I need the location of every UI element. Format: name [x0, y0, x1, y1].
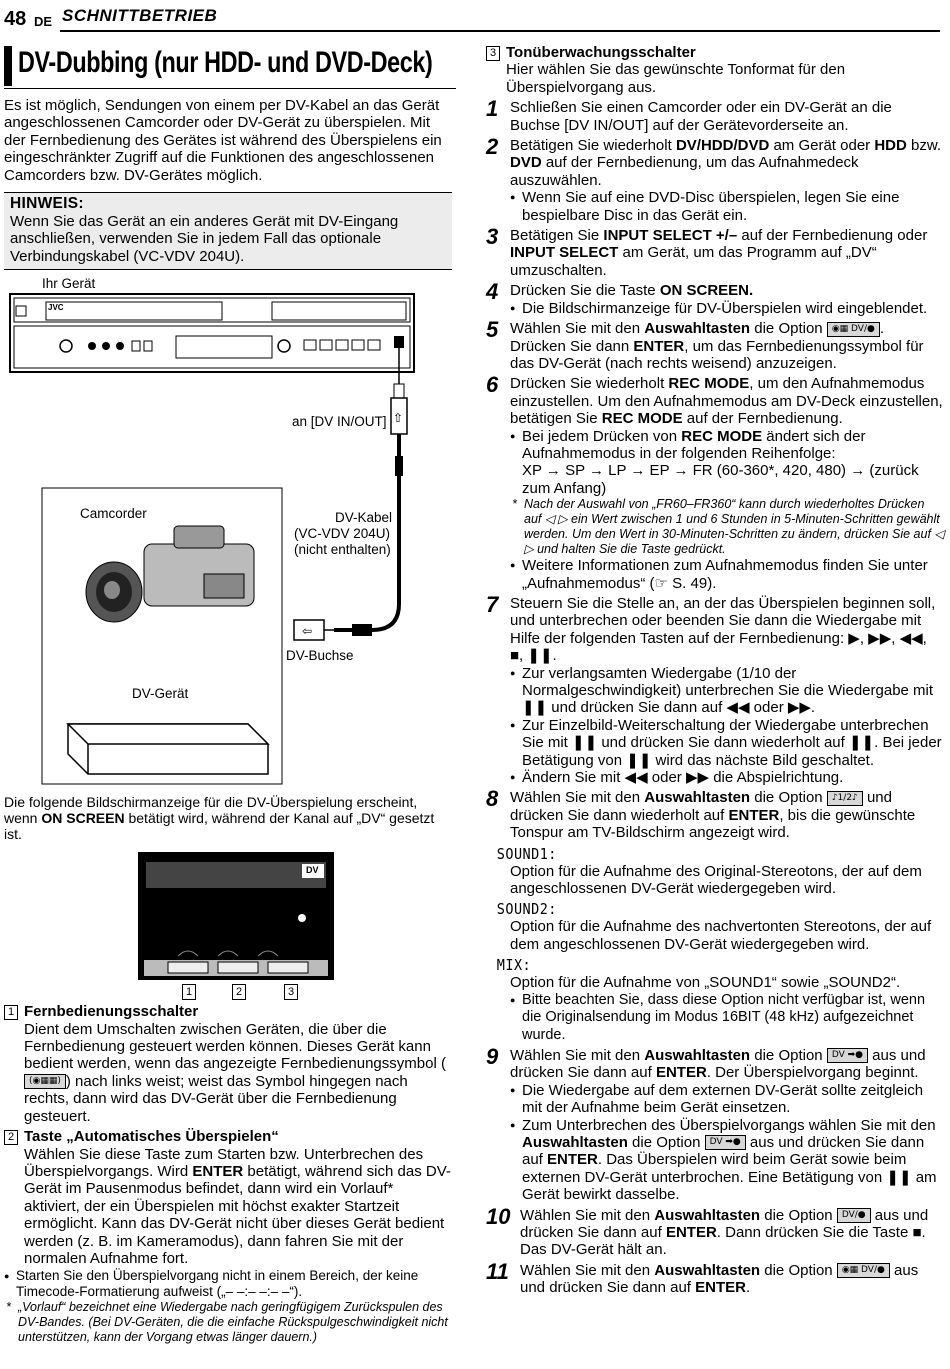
t: , um das Fernbedienungssymbol für das DV-Gerät (nach rechts weisend) anzuzeigen.	[510, 337, 924, 372]
step-bullet: ● Die Bildschirmanzeige für DV-Überspielen wird eingeblendet.	[510, 300, 944, 317]
step-text	[510, 320, 944, 372]
t: die Option	[760, 1261, 837, 1279]
step-number: 10	[486, 1203, 511, 1229]
t: die Option	[760, 1206, 837, 1224]
osd-caption-bold: ON SCREEN	[41, 810, 125, 827]
osd-drawing	[138, 852, 334, 980]
section-title: SCHNITTBETRIEB	[62, 6, 218, 25]
t: aus und drücken Sie dann auf	[510, 1046, 926, 1082]
step-9	[486, 1043, 944, 1204]
header-rule	[60, 30, 940, 32]
item-text-part-1: Dient dem Umschalten zwischen Geräten, die über die Fernbedienung gesteuert werden können. Dieses Gerät kann bedient werden, wenn das angezeigte Fernbedienungssymbol (	[24, 1020, 446, 1073]
step-11	[486, 1258, 944, 1297]
step-7	[486, 591, 944, 787]
note-text: Wenn Sie das Gerät an ein anderes Gerät mit DV-Eingang anschließen, verwenden Sie in jedem Fall das optionale Verbindungskabel (VC-VDV 204U).	[10, 213, 399, 265]
t-bold: ENTER	[655, 1064, 707, 1082]
connection-diagram	[4, 274, 452, 794]
step-text: Steuern Sie die Stelle an, an der das Überspielen beginnen soll, und unterbrechen oder beenden Sie dann die Wiedergabe mit Hilfe der folgenden Tasten auf der Fernbedienung: ▶, ▶▶, ◀◀, ■, ❚❚.	[510, 594, 936, 665]
item-heading: Tonüberwachungsschalter	[506, 44, 696, 61]
footnote: * Nach der Auswahl von „FR60–FR360“ kann durch wiederholtes Drücken auf ◁ ▷ ein Wert zwischen 1 und 6 Stunden in 5-Minuten-Schritten gewählt werden. Um den Wert in 30-Minuten-Schritten zu ändern, drücken Sie auf ◁ ▷ und halten Sie die Taste gedrückt.	[510, 497, 944, 557]
t-bold: ENTER	[665, 1223, 717, 1241]
t: bzw.	[906, 137, 942, 155]
page-number: 48	[4, 8, 27, 30]
t: auf der Fernbedienung oder	[737, 227, 928, 245]
item-number: 3	[486, 46, 500, 61]
step-text	[510, 789, 944, 841]
t: Wählen Sie mit den	[510, 1046, 645, 1064]
step-bullet: ● Wenn Sie auf eine DVD-Disc überspielen, legen Sie eine bespielbare Disc in das Gerät ein.	[510, 189, 944, 224]
t: Wählen Sie mit den	[510, 789, 645, 807]
t: Wählen Sie mit den	[520, 1261, 655, 1279]
mix-text: Option für die Aufnahme von „SOUND1“ sowie „SOUND2“.	[510, 974, 901, 992]
remote-dv-icon: ◉▦ DV/●	[837, 1263, 890, 1278]
t: Drücken Sie die Taste	[510, 282, 660, 300]
language-tag: DE	[34, 14, 53, 29]
t: ändert sich der Aufnahmemodus in der folgenden Reihenfolge:	[522, 427, 866, 462]
remote-dv-icon: ◉▦ DV/●	[827, 322, 880, 337]
t-bold: DVD	[510, 154, 542, 172]
callout-2: 2	[232, 984, 246, 1000]
t-bold: ENTER	[695, 1279, 746, 1297]
t: .	[745, 1279, 751, 1297]
item-number: 1	[4, 1005, 18, 1020]
step-text	[510, 375, 944, 427]
right-column	[486, 44, 944, 1297]
t: die Option	[750, 320, 827, 338]
dv-dub-icon: DV ➡●	[705, 1135, 746, 1150]
t: . Dann drücken Sie die Taste ■. Das DV-Gerät hält an.	[520, 1223, 926, 1259]
t: . Drücken Sie dann	[510, 320, 885, 355]
t-bold: INPUT SELECT	[510, 244, 619, 262]
item-text-part-1: Wählen Sie diese Taste zum Starten bzw. Unterbrechen des Überspielvorgangs. Wird	[24, 1145, 424, 1180]
item-remote-switch	[4, 1003, 452, 1125]
title-block	[4, 40, 456, 89]
step-number: 5	[486, 317, 499, 343]
callout-3: 3	[284, 984, 298, 1000]
item-text-part-2: ) nach links weist; weist das Symbol hingegen nach rechts, dann wird das DV-Gerät über die Fernbedienung gesteuert.	[24, 1072, 408, 1125]
t-bold: REC MODE	[601, 410, 683, 428]
osd-caption-part-1: Die folgende Bildschirmanzeige für die DV-Überspielung erscheint, wenn	[4, 794, 418, 827]
t-bold: REC MODE	[668, 375, 750, 393]
step-text	[510, 1047, 944, 1082]
mix-heading: MIX:	[496, 956, 532, 975]
item-text-bold: ENTER	[192, 1162, 244, 1180]
cable-label-2: (VC-VDV 204U)	[294, 526, 391, 542]
step-text: Schließen Sie einen Camcorder oder ein DV-Gerät an die Buchse [DV IN/OUT] auf der Gerätevorderseite an.	[510, 99, 892, 134]
t-bold: REC MODE	[681, 427, 763, 445]
item-bullet: ● Starten Sie den Überspielvorgang nicht in einem Bereich, der keine Timecode-Formatierung aufweist („– –:– –:– –“).	[4, 1268, 452, 1300]
step-bullet	[510, 428, 944, 463]
t: aus und drücken Sie dann auf	[520, 1261, 919, 1297]
your-device-label: Ihr Gerät	[42, 276, 96, 292]
item-audio-monitor	[486, 44, 944, 96]
step-2	[486, 134, 944, 224]
t: Betätigen Sie wiederholt	[510, 137, 676, 155]
t-bold: Auswahltasten	[654, 1261, 761, 1279]
note-title: HINWEIS:	[10, 195, 84, 213]
t: , bis die gewünschte Tonspur am TV-Bildschirm angezeigt wird.	[510, 806, 916, 842]
step-number: 8	[486, 786, 499, 812]
title-bar-decoration	[4, 46, 12, 86]
t-bold: INPUT SELECT +/–	[603, 227, 738, 245]
t: , um den Aufnahmemodus einzustellen. Um den Aufnahmemodus am DV-Deck einzustellen, betätigen Sie	[510, 375, 943, 428]
t-bold: Auswahltasten	[522, 1133, 628, 1151]
item-number: 2	[4, 1130, 18, 1145]
t: am Gerät oder	[769, 137, 875, 155]
t: auf der Fernbedienung, um das Aufnahmedeck auszuwählen.	[510, 154, 859, 189]
callout-1: 1	[182, 984, 196, 1000]
osd-caption	[4, 794, 452, 842]
item-text: Hier wählen Sie das gewünschte Tonformat für den Überspielvorgang aus.	[506, 61, 846, 96]
dv-device-label: DV-Gerät	[132, 686, 189, 702]
t: Drücken Sie wiederholt	[510, 375, 669, 393]
svg-text:⇦: ⇦	[302, 624, 313, 639]
t: Bei jedem Drücken von	[522, 427, 682, 445]
step-text	[510, 227, 944, 279]
osd-callouts	[4, 980, 452, 1000]
t: Zum Unterbrechen des Überspielvorgangs wählen Sie mit den	[522, 1116, 936, 1134]
t-bold: Auswahltasten	[644, 789, 751, 807]
step-10	[486, 1203, 944, 1259]
sound1-text: Option für die Aufnahme des Original-Stereotons, der auf dem angeschlossenen DV-Gerät wiedergegeben wird.	[510, 862, 922, 898]
osd-caption-part-2: betätigt wird, während der Kanal auf „DV“ gesetzt ist.	[4, 810, 435, 843]
t: Betätigen Sie	[510, 227, 604, 245]
dv-icon: DV/●	[837, 1208, 871, 1223]
sound2-text: Option für die Aufnahme des nachvertonten Stereotons, der auf dem angeschlossenen DV-Gerät wiedergegeben wird.	[510, 918, 932, 953]
t: aus und drücken Sie dann auf	[520, 1206, 929, 1241]
step-text	[520, 1207, 944, 1259]
svg-text:⇧: ⇧	[393, 411, 404, 426]
t: und drücken Sie dann wiederholt auf	[510, 789, 892, 824]
step-number: 1	[486, 96, 499, 122]
step-6	[486, 372, 945, 592]
t: Wählen Sie mit den	[520, 1206, 655, 1224]
step-number: 3	[486, 224, 499, 250]
step-number: 6	[486, 372, 499, 398]
item-text	[24, 1146, 452, 1268]
t-bold: ON SCREEN.	[659, 282, 754, 300]
step-number: 4	[486, 279, 499, 305]
step-bullet: ● Die Wiedergabe auf dem externen DV-Gerät sollte zeitgleich mit der Aufnahme beim Gerät einsetzen.	[510, 1082, 944, 1117]
t: Wählen Sie mit den	[510, 320, 645, 338]
sound-icon: ♪1/2♪	[827, 791, 863, 806]
t: die Option	[750, 1046, 827, 1064]
t: . Das Überspielen wird beim Gerät sowie beim externen DV-Gerät unterbrochen. Eine Betätigung von ❚❚ am Gerät bewirkt dasselbe.	[522, 1151, 937, 1204]
brand-logo: JVC	[48, 303, 64, 313]
t: die Option	[750, 789, 827, 807]
step-bullet: ● Zur verlangsamten Wiedergabe (1/10 der Normalgeschwindigkeit) unterbrechen Sie die Wiedergabe mit ❚❚ und drücken Sie dann auf ◀◀ oder ▶▶.	[510, 665, 944, 717]
t: . Der Überspielvorgang beginnt.	[706, 1064, 919, 1082]
mix-bullet: ● Bitte beachten Sie, dass diese Option nicht verfügbar ist, wenn die Originalsendung im Modus 16BIT (48 kHz) aufgezeichnet wurde.	[510, 992, 944, 1044]
t-bold: ENTER	[728, 806, 780, 824]
t: die Option	[627, 1133, 705, 1151]
page-title: DV-Dubbing (nur HDD- und DVD-Deck)	[18, 46, 433, 79]
item-heading: Taste „Automatisches Überspielen“	[24, 1128, 279, 1146]
t-bold: Auswahltasten	[644, 320, 751, 338]
step-3	[486, 224, 944, 279]
osd-dv-label: DV	[306, 865, 319, 876]
t-bold: ENTER	[633, 337, 685, 355]
t-bold: DV/HDD/DVD	[675, 137, 770, 155]
remote-icon: (◉▦▦)	[24, 1074, 66, 1089]
step-number: 2	[486, 134, 499, 160]
t-bold: Auswahltasten	[644, 1046, 751, 1064]
item-auto-dubbing	[4, 1128, 452, 1267]
cable-label-1: DV-Kabel	[334, 510, 392, 526]
step-number: 7	[486, 591, 499, 617]
step-number: 11	[486, 1258, 509, 1284]
t-bold: ENTER	[547, 1151, 598, 1169]
cable-label-3: (nicht enthalten)	[294, 542, 391, 558]
dv-dub-icon: DV ➡●	[827, 1048, 868, 1063]
t-bold: HDD	[874, 137, 907, 155]
step-bullet: ● Weitere Informationen zum Aufnahmemodus finden Sie unter „Aufnahmemodus“ (☞ S. 49).	[510, 557, 944, 592]
t: am Gerät, um das Programm auf „DV“ umzuschalten.	[510, 244, 877, 279]
footnote: * „Vorlauf“ bezeichnet eine Wiedergabe nach geringfügigem Zurückspulen des DV-Bandes. (Bei DV-Geräten, die die einfache Rückspulgeschwindigkeit nicht unterstützen, kann der Vorgang etwas länger dauern.)	[4, 1300, 452, 1345]
dv-socket-label: DV-Buchse	[286, 648, 354, 664]
step-text	[510, 137, 944, 189]
dv-in-out-label: an [DV IN/OUT]	[292, 414, 387, 430]
step-4	[486, 279, 944, 317]
camcorder-label: Camcorder	[80, 506, 147, 522]
item-heading: Fernbedienungsschalter	[24, 1003, 199, 1021]
intro-text: Es ist möglich, Sendungen von einem per DV-Kabel an das Gerät angeschlossenen Camcorder oder DV-Gerät zu überspielen. Mit der Fernbedienung des Gerätes ist während des Überspielens ein eingeschränkter Zugriff auf die Funktionen des angeschlossenen Camcorders bzw. DV-Gerätes möglich.	[4, 97, 442, 184]
t-bold: Auswahltasten	[654, 1206, 761, 1224]
step-bullet: ● Zur Einzelbild-Weiterschaltung der Wiedergabe unterbrechen Sie mit ❚❚ und drücken Sie dann wiederholt auf ❚❚. Bei jeder Betätigung von ❚❚ wird das nächste Bild geschaltet.	[510, 717, 944, 769]
item-text-part-2: betätigt, während sich das DV-Gerät im Pausenmodus befindet, dann wird ein Vorlauf* aktiviert, der ein Überspielen mit höchst exakter Startzeit ermöglicht. Kann das DV-Gerät nicht über dieses Gerät bedient werden (z. B. im Kameramodus), dann fahren Sie mit der normalen Aufnahme fort.	[24, 1162, 451, 1267]
sound1-heading: SOUND1:	[496, 844, 557, 863]
step-text	[520, 1262, 944, 1297]
sound2-heading: SOUND2:	[496, 900, 557, 919]
note-box	[4, 192, 452, 270]
rec-mode-sequence: XP → SP → LP → EP → FR (60-360*, 420, 480) → (zurück zum Anfang)	[522, 462, 919, 497]
t: auf der Fernbedienung.	[682, 410, 843, 428]
left-column	[4, 40, 452, 1345]
step-5	[486, 317, 944, 372]
item-text	[24, 1021, 452, 1125]
step-bullet: ● Ändern Sie mit ◀◀ oder ▶▶ die Abspielrichtung.	[510, 769, 944, 786]
t: aus und drücken Sie dann auf	[522, 1133, 925, 1169]
osd-screen-image	[138, 852, 334, 980]
step-bullet	[510, 1117, 944, 1204]
step-number: 9	[486, 1043, 499, 1069]
step-1	[486, 96, 944, 134]
step-8	[486, 786, 944, 842]
step-text	[510, 282, 944, 299]
